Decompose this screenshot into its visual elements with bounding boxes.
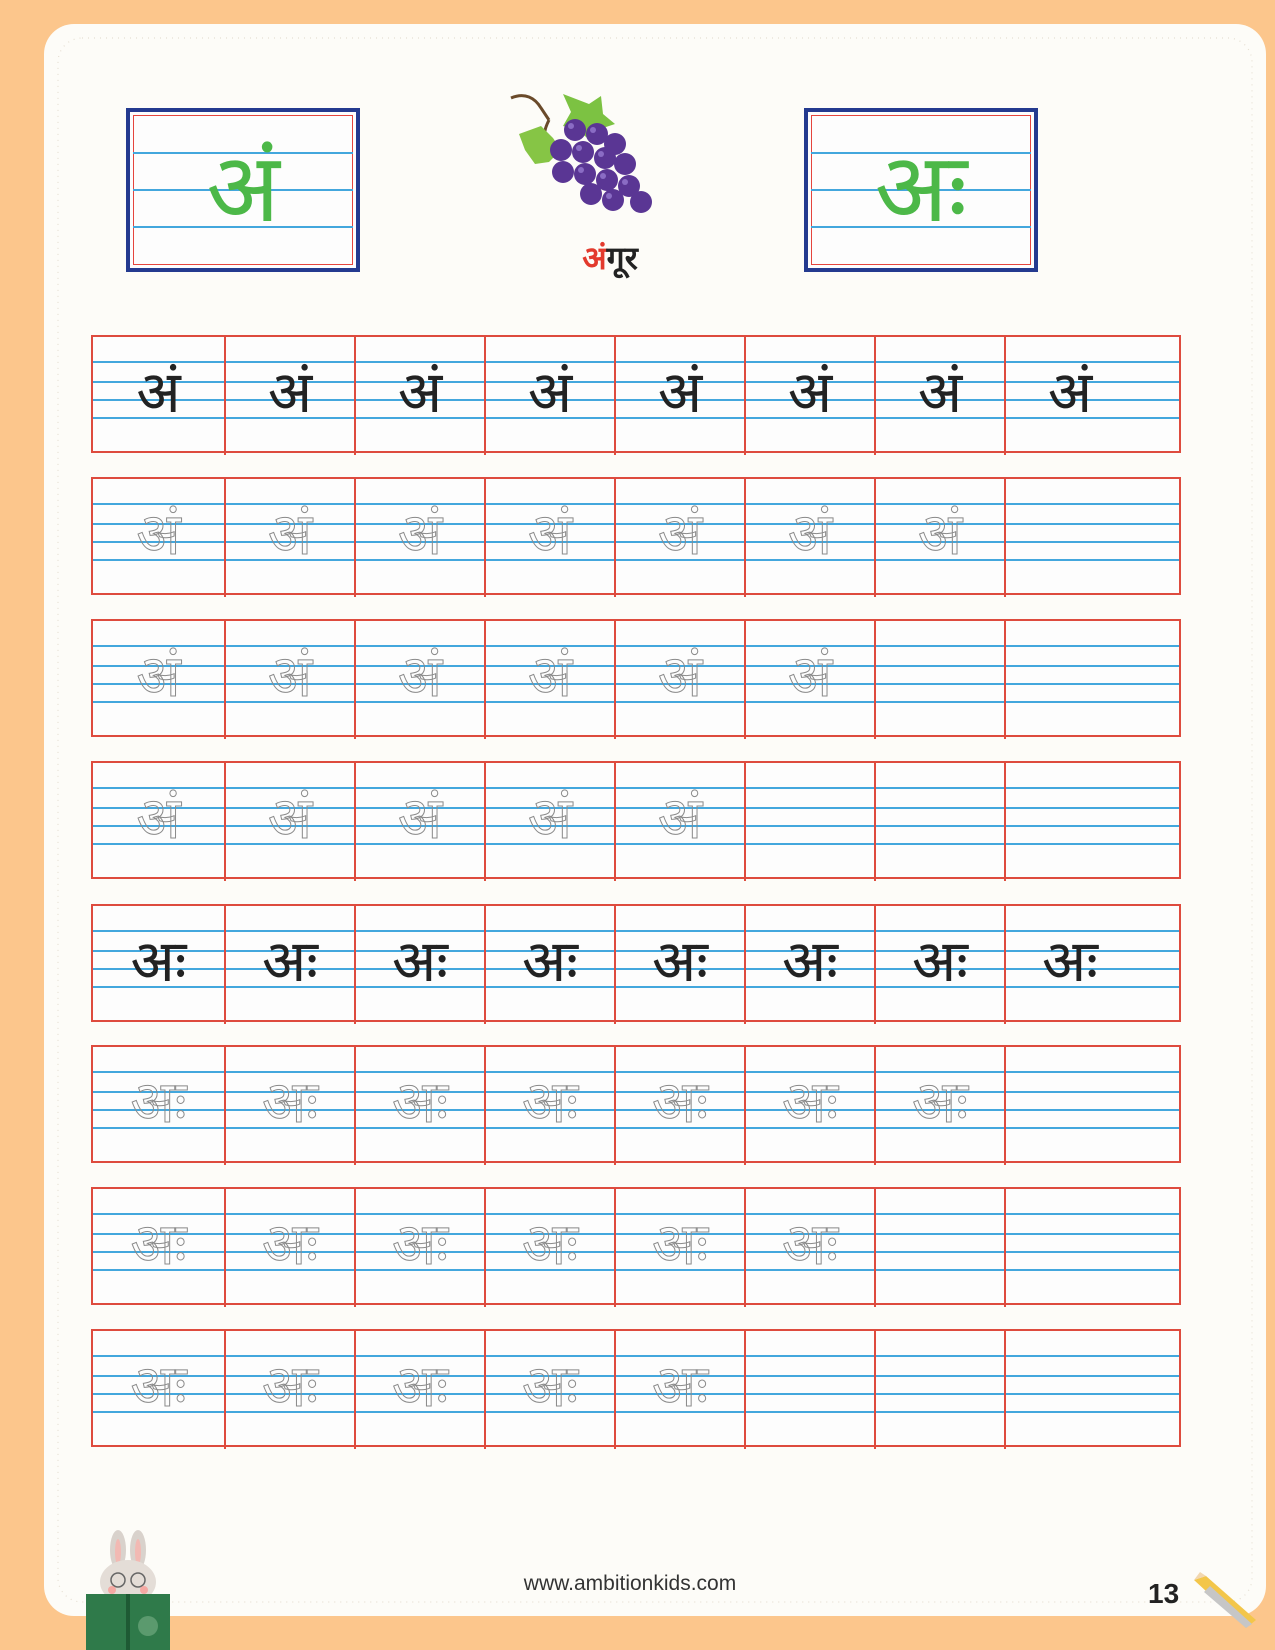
row-frame <box>91 1329 1181 1447</box>
practice-cell[interactable] <box>484 337 614 455</box>
trace-letter: अः <box>911 1068 969 1136</box>
practice-cell[interactable] <box>354 1047 484 1165</box>
trace-letter: अः <box>651 1352 709 1420</box>
trace-letter: अः <box>130 1068 187 1136</box>
row-frame <box>91 1187 1181 1305</box>
fruit-word-highlight: अं <box>582 239 607 277</box>
practice-cell[interactable] <box>484 906 614 1024</box>
practice-cell[interactable] <box>874 1331 1004 1449</box>
header-letter-right: अः <box>874 132 968 244</box>
practice-cell[interactable] <box>1004 1331 1134 1449</box>
trace-letter: अं <box>657 642 703 710</box>
practice-row <box>91 477 1181 595</box>
trace-letter: अं <box>267 642 313 710</box>
model-letter: अः <box>1041 927 1099 995</box>
grapes-icon <box>505 90 665 220</box>
header-letter-box-left <box>126 108 360 272</box>
row-frame <box>91 619 1181 737</box>
model-letter: अं <box>136 358 181 426</box>
model-letter: अः <box>521 927 579 995</box>
trace-letter: अः <box>521 1068 579 1136</box>
practice-cell[interactable] <box>744 763 874 881</box>
model-letter: अः <box>130 927 187 995</box>
practice-cell[interactable] <box>484 621 614 739</box>
practice-cell[interactable] <box>93 1189 224 1307</box>
trace-letter: अं <box>397 500 443 568</box>
trace-letter: अः <box>781 1210 839 1278</box>
practice-cell[interactable] <box>614 763 744 881</box>
practice-cell[interactable] <box>93 906 224 1024</box>
practice-cell[interactable] <box>614 1189 744 1307</box>
practice-cell[interactable] <box>874 337 1004 455</box>
practice-cell[interactable] <box>1004 479 1134 597</box>
model-letter: अं <box>917 358 963 426</box>
practice-cell[interactable] <box>744 479 874 597</box>
practice-cell[interactable] <box>354 1331 484 1449</box>
trace-letter: अं <box>136 642 181 710</box>
model-letter: अं <box>1047 358 1093 426</box>
trace-letter: अं <box>136 500 181 568</box>
practice-cell[interactable] <box>874 763 1004 881</box>
practice-cell[interactable] <box>224 1331 354 1449</box>
practice-cell[interactable] <box>354 763 484 881</box>
practice-row <box>91 619 1181 737</box>
model-letter: अं <box>527 358 573 426</box>
practice-cell[interactable] <box>93 1331 224 1449</box>
practice-cell[interactable] <box>1004 337 1134 455</box>
practice-row <box>91 335 1181 453</box>
fruit-word-rest: गूर <box>606 239 638 277</box>
practice-row <box>91 1187 1181 1305</box>
practice-cell[interactable] <box>744 1189 874 1307</box>
practice-cell[interactable] <box>224 1189 354 1307</box>
trace-letter: अः <box>651 1068 709 1136</box>
row-frame <box>91 904 1181 1022</box>
practice-cell[interactable] <box>614 621 744 739</box>
trace-letter: अं <box>657 500 703 568</box>
fruit-word <box>520 236 700 279</box>
footer-url[interactable]: www.ambitionkids.com <box>523 1572 737 1595</box>
model-letter: अं <box>787 358 833 426</box>
practice-cell[interactable] <box>354 621 484 739</box>
practice-cell[interactable] <box>1004 621 1134 739</box>
trace-letter: अं <box>527 500 573 568</box>
practice-cell[interactable] <box>484 1331 614 1449</box>
trace-letter: अः <box>130 1210 187 1278</box>
practice-cell[interactable] <box>744 337 874 455</box>
practice-cell[interactable] <box>614 337 744 455</box>
trace-letter: अं <box>267 784 313 852</box>
practice-cell[interactable] <box>874 1189 1004 1307</box>
model-letter: अः <box>261 927 319 995</box>
row-frame <box>91 761 1181 879</box>
trace-letter: अं <box>527 642 573 710</box>
practice-cell[interactable] <box>224 906 354 1024</box>
practice-cell[interactable] <box>744 1331 874 1449</box>
practice-row <box>91 761 1181 879</box>
trace-letter: अः <box>391 1352 449 1420</box>
trace-letter: अं <box>787 642 833 710</box>
practice-cell[interactable] <box>354 906 484 1024</box>
practice-cell[interactable] <box>354 337 484 455</box>
practice-cell[interactable] <box>614 1047 744 1165</box>
practice-cell[interactable] <box>484 479 614 597</box>
trace-letter: अः <box>261 1210 319 1278</box>
trace-letter: अं <box>267 500 313 568</box>
trace-letter: अं <box>787 500 833 568</box>
trace-letter: अः <box>391 1068 449 1136</box>
bunny-reading-icon <box>78 1530 178 1650</box>
practice-cell[interactable] <box>354 479 484 597</box>
practice-cell[interactable] <box>744 621 874 739</box>
practice-cell[interactable] <box>1004 1189 1134 1307</box>
practice-cell[interactable] <box>874 479 1004 597</box>
trace-letter: अं <box>917 500 963 568</box>
practice-cell[interactable] <box>224 1047 354 1165</box>
trace-letter: अः <box>391 1210 449 1278</box>
header-letter-box-right <box>804 108 1038 272</box>
practice-cell[interactable] <box>614 906 744 1024</box>
model-letter: अं <box>657 358 703 426</box>
trace-letter: अं <box>136 784 181 852</box>
practice-row <box>91 904 1181 1022</box>
practice-cell[interactable] <box>224 337 354 455</box>
practice-row <box>91 1329 1181 1447</box>
practice-cell[interactable] <box>354 1189 484 1307</box>
practice-cell[interactable] <box>614 1331 744 1449</box>
model-letter: अः <box>651 927 709 995</box>
practice-cell[interactable] <box>93 621 224 739</box>
trace-letter: अं <box>397 642 443 710</box>
practice-cell[interactable] <box>484 1047 614 1165</box>
trace-letter: अं <box>657 784 703 852</box>
pencil-icon <box>1190 1572 1260 1632</box>
practice-cell[interactable] <box>744 906 874 1024</box>
practice-cell[interactable] <box>1004 763 1134 881</box>
trace-letter: अः <box>781 1068 839 1136</box>
trace-letter: अः <box>651 1210 709 1278</box>
practice-cell[interactable] <box>93 479 224 597</box>
practice-cell[interactable] <box>874 1047 1004 1165</box>
model-letter: अं <box>267 358 313 426</box>
practice-cell[interactable] <box>744 1047 874 1165</box>
practice-cell[interactable] <box>874 621 1004 739</box>
practice-cell[interactable] <box>874 906 1004 1024</box>
trace-letter: अं <box>397 784 443 852</box>
header-letter-left: अं <box>206 132 280 244</box>
practice-cell[interactable] <box>93 337 224 455</box>
trace-letter: अं <box>527 784 573 852</box>
practice-cell[interactable] <box>614 479 744 597</box>
model-letter: अः <box>391 927 449 995</box>
practice-row <box>91 1045 1181 1163</box>
page-number: 13 <box>1148 1578 1180 1609</box>
model-letter: अः <box>781 927 839 995</box>
practice-cell[interactable] <box>484 763 614 881</box>
practice-cell[interactable] <box>224 479 354 597</box>
trace-letter: अः <box>261 1068 319 1136</box>
row-frame <box>91 477 1181 595</box>
practice-cell[interactable] <box>1004 1047 1134 1165</box>
practice-cell[interactable] <box>224 621 354 739</box>
practice-cell[interactable] <box>484 1189 614 1307</box>
model-letter: अं <box>397 358 443 426</box>
practice-cell[interactable] <box>1004 906 1134 1024</box>
trace-letter: अः <box>521 1352 579 1420</box>
trace-letter: अः <box>130 1352 187 1420</box>
row-frame <box>91 1045 1181 1163</box>
trace-letter: अः <box>261 1352 319 1420</box>
trace-letter: अः <box>521 1210 579 1278</box>
model-letter: अः <box>911 927 969 995</box>
row-frame <box>91 335 1181 453</box>
practice-cell[interactable] <box>93 1047 224 1165</box>
practice-cell[interactable] <box>93 763 224 881</box>
practice-cell[interactable] <box>224 763 354 881</box>
